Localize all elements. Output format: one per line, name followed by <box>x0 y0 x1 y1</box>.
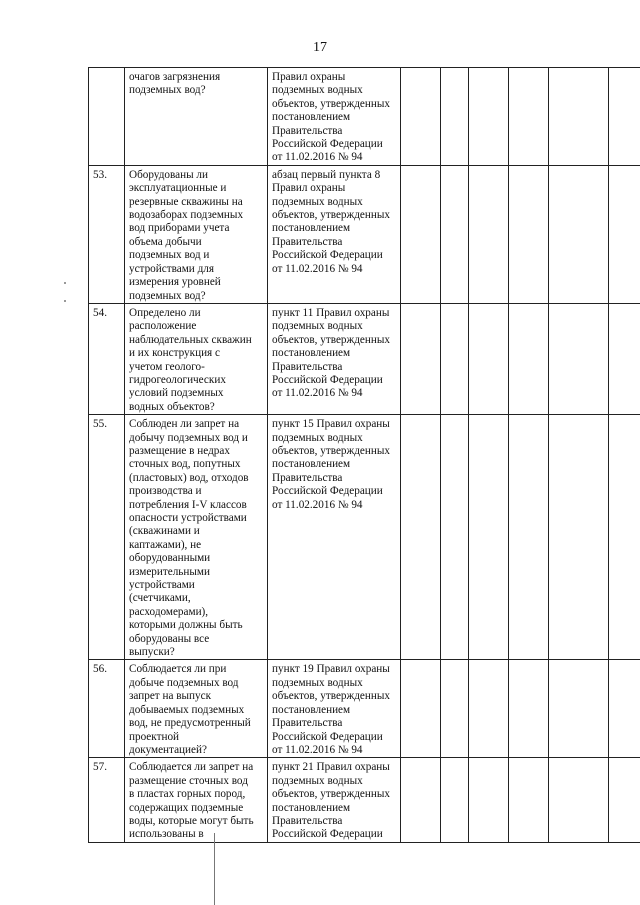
requirement-question: Соблюдается ли запрет на размещение сточных вод в пластах горных пород, содержащих подземные воды, которые могут быть использованы в <box>129 761 254 841</box>
answer-cell <box>441 68 469 166</box>
answer-cell <box>469 415 509 660</box>
answer-cell <box>549 165 609 303</box>
answer-cell <box>441 660 469 758</box>
question-cell <box>125 68 268 166</box>
answer-cell <box>549 758 609 842</box>
legal-reference: пункт 11 Правил охраны подземных водных объектов, утвержденных постановлением Правительства Российской Федерации от 11.02.2016 № 94 <box>272 306 390 400</box>
table-row <box>89 660 640 758</box>
question-cell <box>125 758 268 842</box>
checklist-body <box>89 68 640 843</box>
answer-cell <box>509 660 549 758</box>
answer-cell <box>509 165 549 303</box>
legal-reference: Правил охраны подземных водных объектов, утвержденных постановлением Правительства Российской Федерации от 11.02.2016 № 94 <box>272 71 390 164</box>
reference-cell <box>268 660 401 758</box>
answer-cell <box>469 660 509 758</box>
reference-cell <box>268 68 401 166</box>
page-number: 17 <box>313 40 327 55</box>
answer-cell <box>401 165 441 303</box>
requirement-question: Соблюден ли запрет на добычу подземных вод и размещение в недрах сточных вод, попутных (пластовых) вод, отходов производства и потребления I-V классов опасности устройствами (скважинами и каптажами), не оборудованными измерительными устройствами (счетчиками, расходомерами), которыми должны быть оборудованы все выпуски? <box>129 418 249 659</box>
row-number <box>89 68 125 166</box>
question-cell <box>125 303 268 414</box>
question-cell <box>125 415 268 660</box>
question-cell <box>125 660 268 758</box>
reference-cell <box>268 165 401 303</box>
row-number: 57. <box>89 758 125 842</box>
answer-cell <box>509 68 549 166</box>
reference-cell <box>268 758 401 842</box>
table-row <box>89 68 640 166</box>
scan-artifact-dot <box>64 300 66 302</box>
row-number: 55. <box>89 415 125 660</box>
answer-cell <box>401 758 441 842</box>
checklist-table <box>88 67 640 843</box>
reference-cell <box>268 415 401 660</box>
answer-cell <box>509 303 549 414</box>
answer-cell <box>549 660 609 758</box>
row-number: 54. <box>89 303 125 414</box>
legal-reference: пункт 15 Правил охраны подземных водных объектов, утвержденных постановлением Правительства Российской Федерации от 11.02.2016 № 94 <box>272 418 390 511</box>
answer-cell <box>549 415 609 660</box>
reference-cell <box>268 303 401 414</box>
question-cell <box>125 165 268 303</box>
row-number: 53. <box>89 165 125 303</box>
requirement-question: Соблюдается ли при добыче подземных вод запрет на выпуск добываемых подземных вод, не предусмотренный проектной документацией? <box>129 663 251 756</box>
requirement-question: Оборудованы ли эксплуатационные и резервные скважины на водозаборах подземных вод приборами учета объема добычи подземных вод и устройствами для измерения уровней подземных вод? <box>129 168 244 302</box>
answer-cell <box>509 415 549 660</box>
answer-cell <box>441 165 469 303</box>
row-number: 56. <box>89 660 125 758</box>
legal-reference: пункт 19 Правил охраны подземных водных объектов, утвержденных постановлением Правительства Российской Федерации от 11.02.2016 № 94 <box>272 663 390 756</box>
legal-reference: абзац первый пункта 8 Правил охраны подземных водных объектов, утвержденных постановлением Правительства Российской Федерации от 11.02.2016 № 94 <box>272 168 390 275</box>
answer-cell <box>549 68 609 166</box>
answer-cell <box>469 758 509 842</box>
legal-reference: пункт 21 Правил охраны подземных водных объектов, утвержденных постановлением Правительства Российской Федерации <box>272 761 390 841</box>
answer-cell <box>441 415 469 660</box>
answer-cell <box>469 68 509 166</box>
scan-artifact-dot <box>64 282 66 284</box>
table-row <box>89 165 640 303</box>
table-row <box>89 758 640 842</box>
requirement-question: Определено ли расположение наблюдательных скважин и их конструкция с учетом геолого- гидрогеологических условий подземных водных объектов? <box>129 306 252 413</box>
answer-cell <box>401 68 441 166</box>
answer-cell <box>441 303 469 414</box>
answer-cell <box>401 303 441 414</box>
answer-cell <box>441 758 469 842</box>
table-row <box>89 303 640 414</box>
answer-cell <box>609 660 640 758</box>
answer-cell <box>609 68 640 166</box>
answer-cell <box>401 660 441 758</box>
scan-artifact-line <box>214 833 215 905</box>
answer-cell <box>609 415 640 660</box>
answer-cell <box>609 303 640 414</box>
answer-cell <box>469 165 509 303</box>
answer-cell <box>609 758 640 842</box>
answer-cell <box>401 415 441 660</box>
answer-cell <box>549 303 609 414</box>
answer-cell <box>469 303 509 414</box>
answer-cell <box>609 165 640 303</box>
table-row <box>89 415 640 660</box>
answer-cell <box>509 758 549 842</box>
requirement-question: очагов загрязнения подземных вод? <box>129 71 221 97</box>
